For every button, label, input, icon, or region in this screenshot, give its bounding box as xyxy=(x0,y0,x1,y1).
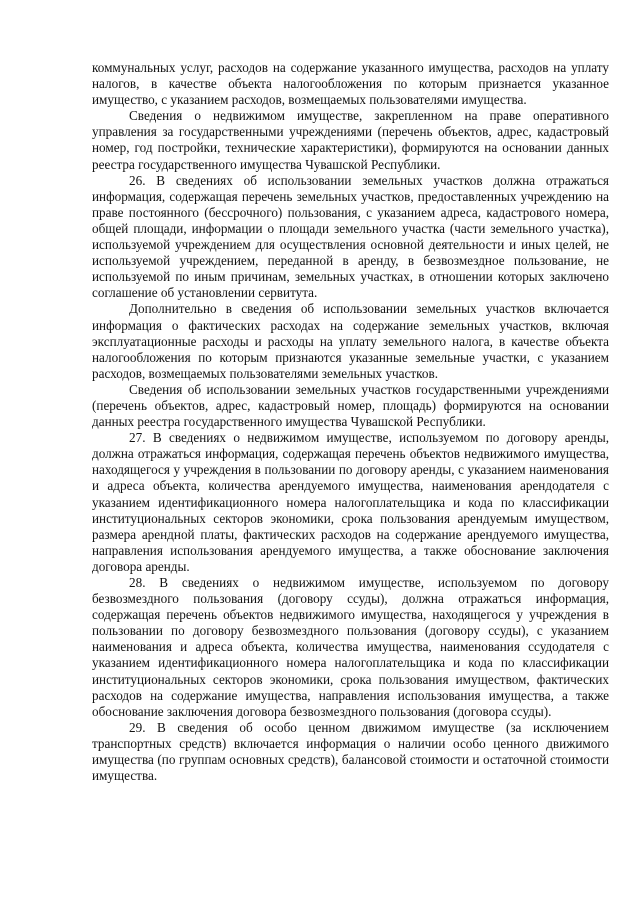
document-page xyxy=(92,60,609,784)
paragraph-26-additional: Дополнительно в сведения об использовании земельных участков включается информация о фактических расходах на содержание земельных участков, включая эксплуатационные расходы и расходы на уплату земельного налога, в качестве объекта налогообложения по которым признаются указанные земельные участки, с указанием расходов, возмещаемых пользователями земельных участков. xyxy=(92,301,609,381)
paragraph-28: 28. В сведениях о недвижимом имуществе, используемом по договору безвозмездного пользования (договору ссуды), должна отражаться информация, содержащая перечень объектов недвижимого имущества, находящегося у учреждения в пользовании по договору безвозмездного пользования (договору ссуды), с указанием наименования и адреса объекта, количества имущества, наименования ссудодателя с указанием идентификационного номера налогоплательщика и кода по классификации институциональных секторов экономики, срока пользования имуществом, фактических расходов на содержание имущества, направления использования имущества, а также обоснование заключения договора безвозмездного пользования (договора ссуды). xyxy=(92,575,609,719)
paragraph-27: 27. В сведениях о недвижимом имуществе, используемом по договору аренды, должна отражаться информация, содержащая перечень объектов недвижимого имущества, находящегося у учреждения в пользовании по договору аренды, с указанием наименования и адреса объекта, количества арендуемого имущества, наименования арендодателя с указанием идентификационного номера налогоплательщика и кода по классификации институциональных секторов экономики, срока пользования арендуемым имуществом, размера арендной платы, фактических расходов на содержание арендуемого имущества, направления использования арендуемого имущества, а также обоснование заключения договора аренды. xyxy=(92,430,609,574)
paragraph-operational-management: Сведения о недвижимом имуществе, закрепленном на праве оперативного управления за государственными учреждениями (перечень объектов, адрес, кадастровый номер, год постройки, технические характеристики), формируются на основании данных реестра государственного имущества Чувашской Республики. xyxy=(92,108,609,172)
paragraph-continuation: коммунальных услуг, расходов на содержание указанного имущества, расходов на уплату налогов, в качестве объекта налогообложения по которым признается указанное имущество, с указанием расходов, возмещаемых пользователями имущества. xyxy=(92,60,609,108)
paragraph-26: 26. В сведениях об использовании земельных участков должна отражаться информация, содержащая перечень земельных участков, предоставленных учреждению на праве постоянного (бессрочного) пользования, с указанием адреса, кадастрового номера, общей площади, информации о площади земельного участка (части земельного участка), используемой учреждением для осуществления основной деятельности и иных целей, не используемой учреждением, переданной в аренду, в безвозмездное пользование, не используемой по иным причинам, земельных участках, в отношении которых заключено соглашение об установлении сервитута. xyxy=(92,172,609,301)
paragraph-26-registry: Сведения об использовании земельных участков государственными учреждениями (перечень объектов, адрес, кадастровый номер, площадь) формируются на основании данных реестра государственного имущества Чувашской Республики. xyxy=(92,381,609,430)
paragraph-29: 29. В сведения об особо ценном движимом имуществе (за исключением транспортных средств) включается информация о наличии особо ценного движимого имущества (по группам основных средств), балансовой стоимости и остаточной стоимости имущества. xyxy=(92,719,609,784)
